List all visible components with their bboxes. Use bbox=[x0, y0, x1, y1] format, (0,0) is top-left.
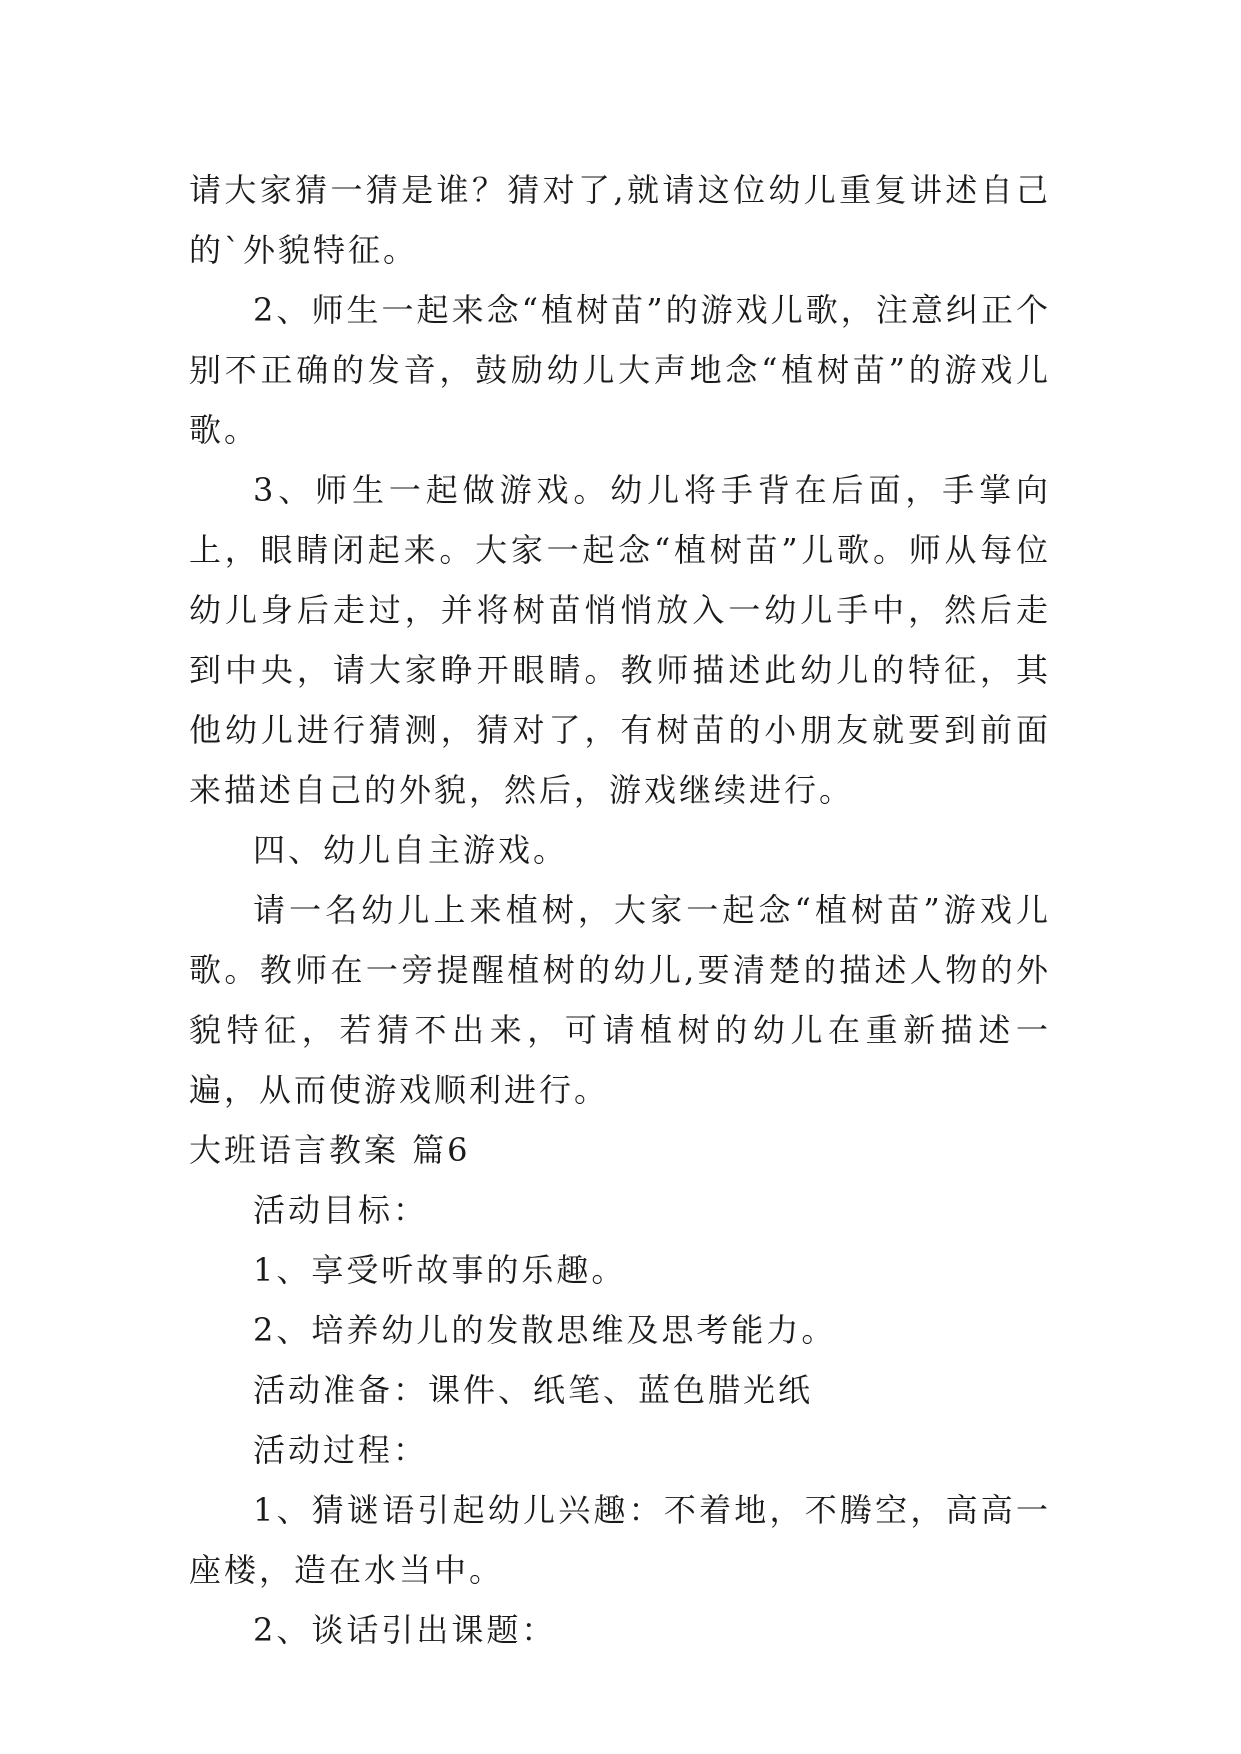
paragraph-preparation: 活动准备：课件、纸笔、蓝色腊光纸 bbox=[253, 1371, 814, 1409]
paragraph-free-play: 请一名幼儿上来植树，大家一起念“植树苗”游戏儿歌。教师在一旁提醒植树的幼儿,要清楚的描述人物的外貌特征，若猜不出来，可请植树的幼儿在重新描述一遍，从而使游戏顺利进行。 bbox=[189, 891, 1051, 1109]
paragraph-section-4: 四、幼儿自主游戏。 bbox=[253, 831, 569, 869]
document-page bbox=[189, 160, 1051, 1660]
paragraph-process-2: 2、谈话引出课题： bbox=[253, 1611, 557, 1649]
paragraph-goal-2: 2、培养幼儿的发散思维及思考能力。 bbox=[253, 1311, 837, 1349]
paragraph-process-label: 活动过程： bbox=[253, 1431, 429, 1469]
paragraph-step-3: 3、师生一起做游戏。幼儿将手背在后面，手掌向上，眼睛闭起来。大家一起念“植树苗”儿歌。师从每位幼儿身后走过，并将树苗悄悄放入一幼儿手中，然后走到中央，请大家睁开眼睛。教师描述此幼儿的特征，其他幼儿进行猜测，猜对了，有树苗的小朋友就要到前面来描述自己的外貌，然后，游戏继续进行。 bbox=[189, 471, 1051, 809]
paragraph-step-2: 2、师生一起来念“植树苗”的游戏儿歌，注意纠正个别不正确的发音，鼓励幼儿大声地念“植树苗”的游戏儿歌。 bbox=[189, 291, 1051, 449]
paragraph-goals-label: 活动目标： bbox=[253, 1191, 429, 1229]
paragraph-process-1: 1、猜谜语引起幼儿兴趣：不着地，不腾空，高高一座楼，造在水当中。 bbox=[189, 1491, 1051, 1589]
paragraph-goal-1: 1、享受听故事的乐趣。 bbox=[253, 1251, 627, 1289]
paragraph-continuation: 请大家猜一猜是谁？猜对了,就请这位幼儿重复讲述自己的`外貌特征。 bbox=[189, 171, 1051, 269]
section-heading: 大班语言教案 篇6 bbox=[189, 1131, 471, 1169]
